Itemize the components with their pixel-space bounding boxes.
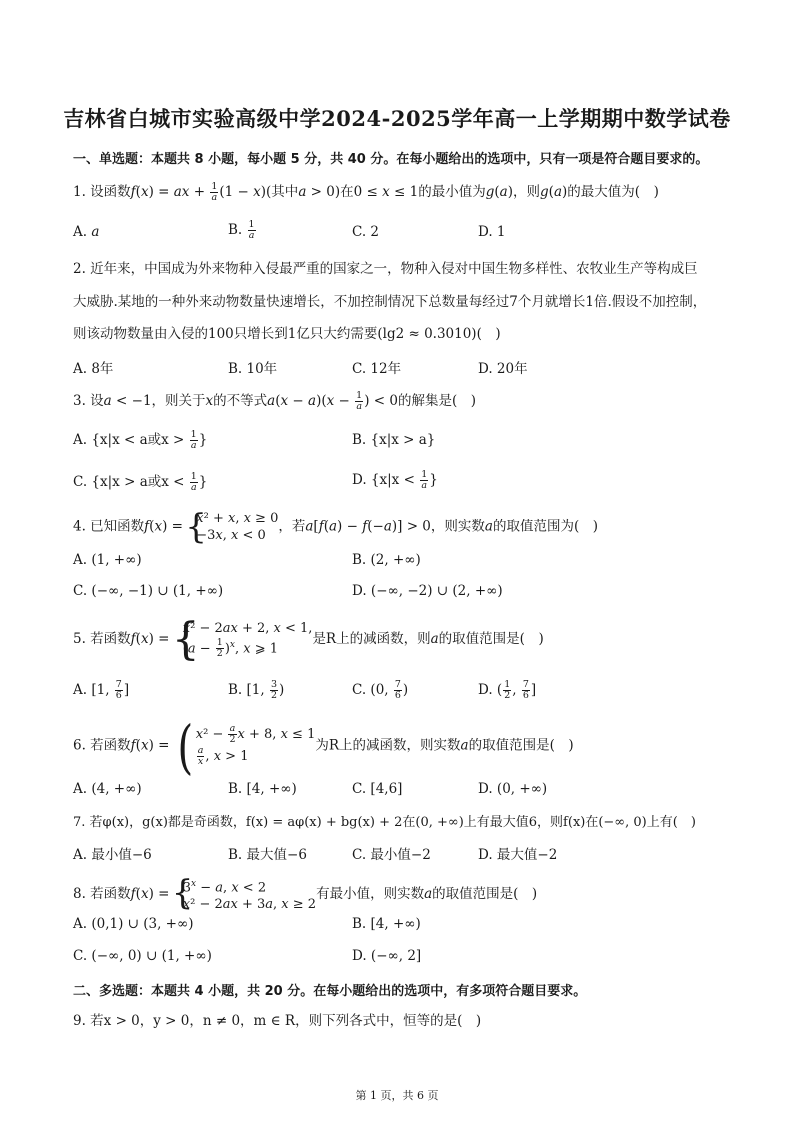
question-3: 3. 设a < −1，则关于x的不等式a(x − a)(x − $\frac{1}{a}$ ) < 0的解集是( ) [73,390,477,412]
q1-text-mid: (其中 [266,184,299,200]
q5-option-a: A. [1, $\frac{7}{6}$ ] [73,679,130,701]
q1-option-b: B. $\frac{1}{a}$ [228,219,255,241]
q6-text-pre: 6. 若函数 [73,737,131,754]
q1-text-mid2: )在 [334,184,354,200]
question-2-line-2: 大威胁.某地的一种外来动物数量快速增长，不加控制情况下总数量每经过7个月就增长1倍.假设不加控制， [73,294,707,310]
q4-text-tail2: 的取值范围为( ) [492,518,599,535]
q7-option-a: A. 最小值−6 [73,847,152,863]
q5-option-c: C. (0, $\frac{7}{6}$ ) [352,679,409,701]
q7-option-b: B. 最大值−6 [228,847,307,863]
q4-option-b: B. (2, +∞) [352,552,421,568]
page-footer: 第 1 页，共 6 页 [355,1089,439,1102]
q5-option-c-label: C. (0, [352,682,393,698]
question-6: 6. 若函数f(x) = ( x² − $\frac{a}{2}$ x + 8, x ≤ 1 $\frac{a}{x}$ , x > 1 为R上的减函数，则实数a的取值范围是( ) [73,724,574,768]
q3-text-mid2: 的不等式 [213,393,268,409]
q8-text-tail2: 的取值范围是( ) [432,886,538,903]
q5-option-d: D. ( $\frac{1}{2}$ , $\frac{7}{6}$ ] [478,679,537,701]
q2-option-c: C. 12年 [352,361,402,377]
question-2-line-1: 2. 近年来，中国成为外来物种入侵最严重的国家之一，物种入侵对中国生物多样性、农牧业生产等构成巨 [73,261,698,277]
q1-text-tail: ，则 [513,184,541,200]
q4-text-pre: 4. 已知函数 [73,518,145,535]
q5-text-tail: 是R上的减函数，则 [312,631,431,648]
q5-option-b-label: B. [1, [228,682,269,698]
q2-option-b: B. 10年 [228,361,278,377]
question-5: 5. 若函数f(x) = { x² − 2ax + 2, x < 1, (a − $\frac{1}{2}$ )$^x$, x ⩾ 1 是R上的减函数，则a的取值范围是( ) [73,620,544,659]
q8-option-d: D. (−∞, 2] [352,948,422,964]
q4-option-d: D. (−∞, −2) ∪ (2, +∞) [352,583,503,599]
q8-text-pre: 8. 若函数 [73,886,131,903]
q5-option-d-label: D. ( [478,682,503,698]
q3-option-c: C. {x|x > a或x < $\frac{1}{a}$ } [73,471,208,493]
q6-text-tail2: 的取值范围是( ) [468,737,574,754]
q8-text-tail: 有最小值，则实数 [316,886,425,903]
q6-option-d: D. (0, +∞) [478,781,548,797]
q6-piecewise: ( x² − $\frac{a}{2}$ x + 8, x ≤ 1 $\frac{a}{x}$ , x > 1 [174,724,316,768]
question-7: 7. 若φ(x)，g(x)都是奇函数，f(x) = aφ(x) + bg(x) + 2在(0, +∞)上有最大值6，则f(x)在(−∞, 0)上有( ) [73,815,696,830]
q5-option-a-label: A. [1, [73,682,114,698]
q3-text-mid: ，则关于 [151,393,206,409]
q4-option-c: C. (−∞, −1) ∪ (1, +∞) [73,583,224,599]
q3-option-a-label: A. {x|x < a或x > [73,432,189,448]
q8-option-b: B. [4, +∞) [352,916,421,932]
q2-option-a: A. 8年 [73,361,114,377]
q7-option-d: D. 最大值−2 [478,847,558,863]
q3-text-pre: 3. 设 [73,393,104,409]
q3-option-b: B. {x|x > a} [352,432,436,448]
q4-piecewise: { x² + x, x ≥ 0 −3x, x < 0 [187,510,278,544]
q3-option-c-label: C. {x|x > a或x < [73,474,189,490]
q3-option-a: A. {x|x < a或x > $\frac{1}{a}$ } [73,429,208,451]
q1-option-a-label: A. [73,224,92,240]
q1-option-b-label: B. [228,222,247,238]
section-2-heading: 二、多选题：本题共 4 小题，共 20 分。在每小题给出的选项中，有多项符合题目要求。 [73,984,587,999]
q6-option-b: B. [4, +∞) [228,781,297,797]
q1-text-tail2: 的最大值为( ) [567,184,659,200]
question-8: 8. 若函数f(x) = { $3^x - a$, x < 2 x² − 2ax + 3a, x ≥ 2 有最小值，则实数a的取值范围是( ) [73,876,537,913]
question-2-line-3: 则该动物数量由入侵的100只增长到1亿只大约需要(lg2 ≈ 0.3010)( ) [73,326,501,342]
q5-option-b: B. [1, $\frac{3}{2}$ ) [228,679,285,701]
q5-text-tail2: 的取值范围是( ) [438,631,544,648]
q6-option-c: C. [4,6] [352,781,403,797]
q5-text-pre: 5. 若函数 [73,631,131,648]
page-title: 吉林省白城市实验高级中学2024-2025学年高一上学期期中数学试卷 [63,106,731,131]
q8-piecewise: { $3^x - a$, x < 2 x² − 2ax + 3a, x ≥ 2 [174,876,316,913]
q4-text-mid: 若 [291,518,306,535]
q5-piecewise: { x² − 2ax + 2, x < 1, (a − $\frac{1}{2}$ )$^x$, x ⩾ 1 [174,620,313,659]
q3-option-d: D. {x|x < $\frac{1}{a}$ } [352,469,438,491]
q4-text-tail: ，则实数 [430,518,485,535]
q4-option-a: A. (1, +∞) [73,552,142,568]
q3-text-tail: 的解集是( ) [397,393,477,409]
question-4: 4. 已知函数f(x) = { x² + x, x ≥ 0 −3x, x < 0 ，若a[f(a) − f(−a)] > 0，则实数a的取值范围为( ) [73,510,598,544]
q6-option-a: A. (4, +∞) [73,781,142,797]
q3-option-d-label: D. {x|x < [352,472,420,488]
q6-text-tail: 为R上的减函数，则实数 [315,737,461,754]
q2-option-d: D. 20年 [478,361,528,377]
question-9: 9. 若x > 0，y > 0，n ≠ 0，m ∈ R，则下列各式中，恒等的是( ) [73,1013,482,1029]
q1-option-d: D. 1 [478,224,506,240]
section-1-heading: 一、单选题：本题共 8 小题，每小题 5 分，共 40 分。在每小题给出的选项中，只有一项是符合题目要求的。 [73,152,709,167]
q8-option-a: A. (0,1) ∪ (3, +∞) [73,916,194,932]
q1-option-a: A. a [73,224,100,240]
q1-text-pre: 1. 设函数 [73,184,131,200]
q7-option-c: C. 最小值−2 [352,847,431,863]
question-1: 1. 设函数f(x) = ax + $\frac{1}{a}$ (1 − x)(其中a > 0)在0 ≤ x ≤ 1的最小值为g(a)，则g(a)的最大值为( ) [73,181,659,203]
q1-option-c: C. 2 [352,224,380,240]
q8-option-c: C. (−∞, 0) ∪ (1, +∞) [73,948,212,964]
q1-text-mid3: 的最小值为 [418,184,486,200]
